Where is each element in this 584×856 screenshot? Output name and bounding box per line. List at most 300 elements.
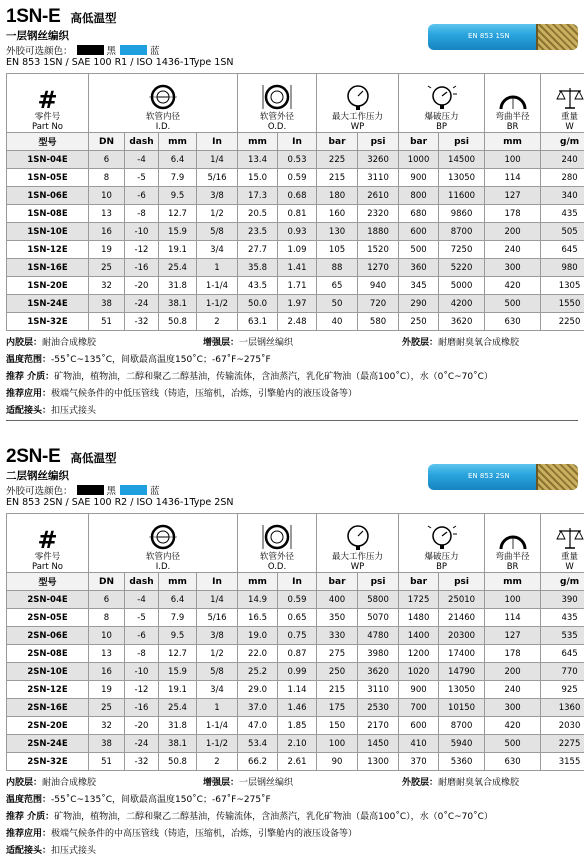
unit-header-cell: mm	[159, 573, 197, 591]
spec-cell: 1-1/2	[197, 735, 238, 753]
spec-cell: 13	[89, 645, 125, 663]
spec-cell: 6	[89, 591, 125, 609]
model-cell: 1SN-08E	[7, 205, 89, 223]
spec-cell: 900	[399, 169, 439, 187]
spec-cell: 21460	[439, 609, 485, 627]
note-temperature: 温度范围：-55˚C~135˚C，间歇最高温度150˚C；-67˚F~275˚F	[6, 352, 271, 365]
spec-cell: 5000	[439, 277, 485, 295]
model-cell: 2SN-16E	[7, 699, 89, 717]
header-label-en: I.D.	[156, 122, 170, 132]
spec-cell: 1305	[541, 277, 584, 295]
hose-braid-end	[536, 464, 578, 490]
unit-header-cell: bar	[317, 133, 358, 151]
spec-cell: 100	[317, 735, 358, 753]
spec-cell: 2030	[541, 717, 584, 735]
spec-cell: 19	[89, 681, 125, 699]
header-label-cn: 零件号	[35, 552, 61, 562]
spec-cell: 350	[317, 609, 358, 627]
spec-cell: 47.0	[238, 717, 278, 735]
unit-header-cell: psi	[439, 133, 485, 151]
note-temperature: 温度范围：-55˚C~135˚C，间歇最高温度150˚C；-67˚F~275˚F	[6, 792, 271, 805]
model-cell: 2SN-10E	[7, 663, 89, 681]
colors-label: 外胶可选颜色：	[6, 483, 73, 497]
spec-cell: 250	[317, 663, 358, 681]
spec-cell: 27.7	[238, 241, 278, 259]
spec-cell: 8700	[439, 223, 485, 241]
table-row	[7, 645, 584, 663]
header-part-no	[7, 514, 89, 573]
hash-icon: #	[37, 528, 57, 552]
spec-cell: 5360	[439, 753, 485, 771]
spec-cell: 500	[485, 295, 541, 313]
spec-cell: 43.5	[238, 277, 278, 295]
table-row	[7, 699, 584, 717]
header-inner-diameter	[89, 514, 238, 573]
spec-cell: 12.7	[159, 205, 197, 223]
spec-cell: 500	[485, 735, 541, 753]
spec-cell: 330	[317, 627, 358, 645]
spec-cell: 420	[485, 277, 541, 295]
spec-cell: 14.9	[238, 591, 278, 609]
spec-cell: 1450	[358, 735, 399, 753]
header-label-en: I.D.	[156, 562, 170, 572]
header-label-cn: 弯曲半径	[496, 112, 530, 122]
spec-cell: 10	[89, 187, 125, 205]
model-cell: 1SN-04E	[7, 151, 89, 169]
spec-cell: 3110	[358, 169, 399, 187]
spec-cell: 3980	[358, 645, 399, 663]
spec-cell: 0.87	[278, 645, 317, 663]
header-label-en: WP	[351, 122, 365, 132]
spec-cell: 5940	[439, 735, 485, 753]
spec-cell: 435	[541, 609, 584, 627]
outer-diameter-icon	[260, 524, 294, 550]
unit-header-cell: dash	[125, 133, 159, 151]
spec-cell: 1	[197, 259, 238, 277]
spec-cell: 19.1	[159, 681, 197, 699]
header-part-no	[7, 74, 89, 133]
spec-cell: 420	[485, 717, 541, 735]
spec-cell: 3155	[541, 753, 584, 771]
spec-cell: 32	[89, 717, 125, 735]
unit-header-cell: mm	[238, 573, 278, 591]
model-cell: 1SN-24E	[7, 295, 89, 313]
spec-cell: 2.48	[278, 313, 317, 331]
spec-cell: 2610	[358, 187, 399, 205]
spec-cell: 0.81	[278, 205, 317, 223]
table-row	[7, 753, 584, 771]
unit-header-cell: bar	[399, 573, 439, 591]
spec-cell: -10	[125, 223, 159, 241]
header-label-cn: 重量	[561, 112, 578, 122]
spec-cell: 19.0	[238, 627, 278, 645]
header-label-cn: 软管外径	[260, 552, 294, 562]
hash-icon: #	[37, 88, 57, 112]
table-row	[7, 735, 584, 753]
header-label-en: Part No	[32, 122, 63, 132]
spec-cell: 1300	[358, 753, 399, 771]
spec-cell: 770	[541, 663, 584, 681]
header-label-cn: 最大工作压力	[332, 112, 383, 122]
spec-cell: -24	[125, 295, 159, 313]
blue-label: 蓝	[150, 483, 160, 497]
spec-cell: 53.4	[238, 735, 278, 753]
spec-cell: 1.85	[278, 717, 317, 735]
spec-cell: 88	[317, 259, 358, 277]
bend-radius-icon	[498, 528, 528, 550]
spec-cell: 5800	[358, 591, 399, 609]
spec-cell: 2275	[541, 735, 584, 753]
spec-cell: 700	[399, 699, 439, 717]
table-row	[7, 681, 584, 699]
header-bend-radius	[485, 74, 541, 133]
header-label-cn: 零件号	[35, 112, 61, 122]
spec-cell: 65	[317, 277, 358, 295]
spec-cell: -32	[125, 313, 159, 331]
note-media: 推荐 介质：矿物油，植物油，二醇和聚乙二醇基油，传输流体，含油蒸汽，乳化矿物油（最高100˚C），水（0˚C~70˚C）	[6, 369, 493, 382]
spec-cell: 300	[485, 259, 541, 277]
model-cell: 2SN-20E	[7, 717, 89, 735]
unit-header-cell: g/m	[541, 133, 584, 151]
model-cell: 2SN-24E	[7, 735, 89, 753]
spec-cell: 37.0	[238, 699, 278, 717]
spec-cell: 5/16	[197, 169, 238, 187]
spec-cell: 225	[317, 151, 358, 169]
spec-cell: 0.59	[278, 591, 317, 609]
spec-cell: 0.68	[278, 187, 317, 205]
spec-cell: 12.7	[159, 645, 197, 663]
spec-cell: 20300	[439, 627, 485, 645]
spec-cell: 1/2	[197, 205, 238, 223]
standards-line: EN 853 1SN / SAE 100 R1 / ISO 1436-1Type 1SN	[6, 57, 233, 68]
spec-cell: 6.4	[159, 591, 197, 609]
spec-cell: 50.8	[159, 753, 197, 771]
spec-cell: 50	[317, 295, 358, 313]
spec-cell: 114	[485, 169, 541, 187]
model-cell: 2SN-08E	[7, 645, 89, 663]
spec-cell: 100	[485, 591, 541, 609]
table-row	[7, 241, 584, 259]
black-label: 黑	[107, 43, 117, 57]
model-cell: 1SN-05E	[7, 169, 89, 187]
spec-cell: 38.1	[159, 295, 197, 313]
spec-cell: 5/8	[197, 223, 238, 241]
spec-cell: 1550	[541, 295, 584, 313]
product-title: 1SN-E	[6, 6, 60, 28]
inner-diameter-icon	[146, 84, 180, 110]
blue-swatch	[120, 485, 147, 495]
black-swatch	[77, 45, 104, 55]
spec-cell: 7.9	[159, 609, 197, 627]
note-reinforcement: 增强层：一层钢丝编织	[203, 775, 293, 788]
model-cell: 1SN-16E	[7, 259, 89, 277]
spec-cell: 16	[89, 223, 125, 241]
spec-cell: 1.14	[278, 681, 317, 699]
table-row	[7, 223, 584, 241]
unit-header-cell: psi	[439, 573, 485, 591]
spec-cell: -5	[125, 609, 159, 627]
spec-cell: 215	[317, 681, 358, 699]
spec-cell: 7.9	[159, 169, 197, 187]
table-row	[7, 259, 584, 277]
spec-cell: 38.1	[159, 735, 197, 753]
spec-cell: 800	[399, 187, 439, 205]
spec-cell: 6.4	[159, 151, 197, 169]
header-label-en: BR	[507, 122, 519, 132]
spec-cell: 51	[89, 753, 125, 771]
spec-cell: 13050	[439, 681, 485, 699]
unit-header-cell: psi	[358, 133, 399, 151]
spec-cell: 500	[399, 241, 439, 259]
header-label-en: O.D.	[268, 122, 286, 132]
spec-cell: 8	[89, 169, 125, 187]
spec-cell: 25	[89, 699, 125, 717]
spec-cell: 6	[89, 151, 125, 169]
product-title: 2SN-E	[6, 446, 60, 468]
spec-cell: 160	[317, 205, 358, 223]
spec-cell: 0.59	[278, 169, 317, 187]
header-label-cn: 爆破压力	[425, 552, 459, 562]
spec-cell: -32	[125, 753, 159, 771]
spec-cell: 720	[358, 295, 399, 313]
table-row	[7, 591, 584, 609]
header-outer-diameter	[238, 74, 317, 133]
outer-diameter-icon	[260, 84, 294, 110]
spec-cell: 645	[541, 645, 584, 663]
section-title-row	[6, 446, 116, 468]
spec-cell: 680	[399, 205, 439, 223]
unit-header-cell: mm	[485, 573, 541, 591]
unit-header-cell: In	[197, 573, 238, 591]
model-cell: 1SN-10E	[7, 223, 89, 241]
spec-cell: 390	[541, 591, 584, 609]
spec-cell: 1/4	[197, 151, 238, 169]
spec-cell: 9860	[439, 205, 485, 223]
spec-cell: 1-1/4	[197, 277, 238, 295]
spec-cell: 11600	[439, 187, 485, 205]
header-working-pressure	[317, 74, 399, 133]
spec-cell: 1270	[358, 259, 399, 277]
spec-cell: 5070	[358, 609, 399, 627]
section-title-row	[6, 6, 116, 28]
spec-cell: 16	[89, 663, 125, 681]
spec-cell: 3/8	[197, 627, 238, 645]
header-label-cn: 软管内径	[146, 112, 180, 122]
spec-cell: -16	[125, 699, 159, 717]
header-label-cn: 软管内径	[146, 552, 180, 562]
note-application: 推荐应用：极端气候条件的中低压管线（铸造，压缩机，冶炼，引擎舱内的液压设备等）	[6, 386, 357, 399]
spec-cell: 25	[89, 259, 125, 277]
spec-cell: 15.9	[159, 223, 197, 241]
spec-cell: 22.0	[238, 645, 278, 663]
spec-cell: 435	[541, 205, 584, 223]
note-media: 推荐 介质：矿物油，植物油，二醇和聚乙二醇基油，传输流体，含油蒸汽，乳化矿物油（最高100˚C），水（0˚C~70˚C）	[6, 809, 493, 822]
header-label-en: O.D.	[268, 562, 286, 572]
spec-cell: 630	[485, 753, 541, 771]
spec-cell: 980	[541, 259, 584, 277]
spec-cell: 25.2	[238, 663, 278, 681]
header-weight	[541, 74, 584, 133]
note-fittings: 适配接头：扣压式接头	[6, 403, 96, 416]
spec-cell: 2	[197, 753, 238, 771]
units-row	[7, 573, 584, 591]
blue-swatch	[120, 45, 147, 55]
spec-cell: 940	[358, 277, 399, 295]
spec-cell: -5	[125, 169, 159, 187]
color-options	[6, 43, 160, 57]
spec-cell: 19	[89, 241, 125, 259]
spec-cell: 240	[485, 241, 541, 259]
table-row	[7, 205, 584, 223]
spec-cell: 1725	[399, 591, 439, 609]
spec-cell: 1.71	[278, 277, 317, 295]
spec-cell: 130	[317, 223, 358, 241]
spec-cell: 3/4	[197, 681, 238, 699]
header-label-en: W	[565, 122, 573, 132]
spec-cell: 290	[399, 295, 439, 313]
unit-header-cell: 型号	[7, 133, 89, 151]
spec-cell: 17400	[439, 645, 485, 663]
spec-cell: 250	[399, 313, 439, 331]
section-divider	[6, 420, 578, 421]
spec-cell: 9.5	[159, 187, 197, 205]
spec-cell: -6	[125, 627, 159, 645]
spec-cell: 127	[485, 627, 541, 645]
header-label-cn: 重量	[561, 552, 578, 562]
spec-cell: 35.8	[238, 259, 278, 277]
unit-header-cell: bar	[399, 133, 439, 151]
table-row	[7, 187, 584, 205]
spec-cell: -12	[125, 241, 159, 259]
spec-cell: 200	[485, 663, 541, 681]
spec-cell: 127	[485, 187, 541, 205]
table-row	[7, 277, 584, 295]
spec-cell: 3260	[358, 151, 399, 169]
spec-cell: 240	[541, 151, 584, 169]
spec-cell: 600	[399, 717, 439, 735]
spec-table	[6, 73, 584, 331]
spec-cell: 370	[399, 753, 439, 771]
blue-label: 蓝	[150, 43, 160, 57]
unit-header-cell: dash	[125, 573, 159, 591]
spec-cell: -8	[125, 205, 159, 223]
spec-cell: 360	[399, 259, 439, 277]
header-label-cn: 软管外径	[260, 112, 294, 122]
hose-brand-text: EN 853 1SN	[468, 32, 510, 40]
spec-cell: 0.53	[278, 151, 317, 169]
spec-cell: 300	[485, 699, 541, 717]
unit-header-cell: 型号	[7, 573, 89, 591]
header-inner-diameter	[89, 74, 238, 133]
spec-cell: 535	[541, 627, 584, 645]
spec-cell: 200	[485, 223, 541, 241]
spec-cell: 66.2	[238, 753, 278, 771]
spec-cell: 340	[541, 187, 584, 205]
spec-cell: 17.3	[238, 187, 278, 205]
spec-cell: 5/16	[197, 609, 238, 627]
spec-cell: -16	[125, 259, 159, 277]
spec-cell: 1520	[358, 241, 399, 259]
header-label-en: Part No	[32, 562, 63, 572]
header-label-en: W	[565, 562, 573, 572]
unit-header-cell: In	[278, 133, 317, 151]
product-subtitle: 高低温型	[70, 450, 116, 466]
spec-cell: 4200	[439, 295, 485, 313]
spec-cell: 1-1/2	[197, 295, 238, 313]
model-cell: 2SN-32E	[7, 753, 89, 771]
header-label-en: WP	[351, 562, 365, 572]
spec-cell: 1880	[358, 223, 399, 241]
spec-cell: 3110	[358, 681, 399, 699]
header-weight	[541, 514, 584, 573]
spec-cell: -6	[125, 187, 159, 205]
units-row	[7, 133, 584, 151]
spec-cell: 5220	[439, 259, 485, 277]
spec-cell: 63.1	[238, 313, 278, 331]
spec-cell: -8	[125, 645, 159, 663]
product-subtitle: 高低温型	[70, 10, 116, 26]
note-application: 推荐应用：极端气候条件的中高压管线（铸造，压缩机，冶炼，引擎舱内的液压设备等）	[6, 826, 357, 839]
spec-cell: 505	[541, 223, 584, 241]
table-row	[7, 717, 584, 735]
spec-cell: 280	[541, 169, 584, 187]
spec-cell: 14790	[439, 663, 485, 681]
spec-cell: 2530	[358, 699, 399, 717]
pressure-gauge-icon	[345, 524, 371, 550]
spec-cell: 9.5	[159, 627, 197, 645]
model-cell: 2SN-06E	[7, 627, 89, 645]
spec-cell: 400	[317, 591, 358, 609]
spec-cell: 13.4	[238, 151, 278, 169]
model-cell: 2SN-05E	[7, 609, 89, 627]
spec-cell: 2250	[541, 313, 584, 331]
spec-cell: 3/4	[197, 241, 238, 259]
spec-cell: 1000	[399, 151, 439, 169]
spec-cell: 900	[399, 681, 439, 699]
header-burst-pressure	[399, 514, 485, 573]
spec-cell: 215	[317, 169, 358, 187]
spec-cell: 13050	[439, 169, 485, 187]
model-cell: 1SN-12E	[7, 241, 89, 259]
spec-cell: 29.0	[238, 681, 278, 699]
spec-cell: 16.5	[238, 609, 278, 627]
spec-cell: -20	[125, 717, 159, 735]
spec-cell: 0.65	[278, 609, 317, 627]
note-outer: 外胶层：耐磨耐臭氧合成橡胶	[402, 775, 519, 788]
model-cell: 2SN-04E	[7, 591, 89, 609]
spec-cell: 13	[89, 205, 125, 223]
spec-cell: -4	[125, 151, 159, 169]
spec-cell: 345	[399, 277, 439, 295]
table-row	[7, 609, 584, 627]
spec-cell: 10150	[439, 699, 485, 717]
spec-cell: 10	[89, 627, 125, 645]
hose-braid-end	[536, 24, 578, 50]
unit-header-cell: DN	[89, 133, 125, 151]
spec-cell: 150	[317, 717, 358, 735]
note-inner: 内胶层：耐油合成橡胶	[6, 775, 96, 788]
reinforcement-layer: 一层钢丝编织	[6, 28, 69, 43]
spec-cell: 1.09	[278, 241, 317, 259]
hose-image	[428, 464, 578, 490]
unit-header-cell: mm	[485, 133, 541, 151]
spec-cell: 1480	[399, 609, 439, 627]
spec-cell: 23.5	[238, 223, 278, 241]
header-label-cn: 爆破压力	[425, 112, 459, 122]
reinforcement-layer: 二层钢丝编织	[6, 468, 69, 483]
header-label-en: BR	[507, 562, 519, 572]
spec-cell: 25.4	[159, 259, 197, 277]
